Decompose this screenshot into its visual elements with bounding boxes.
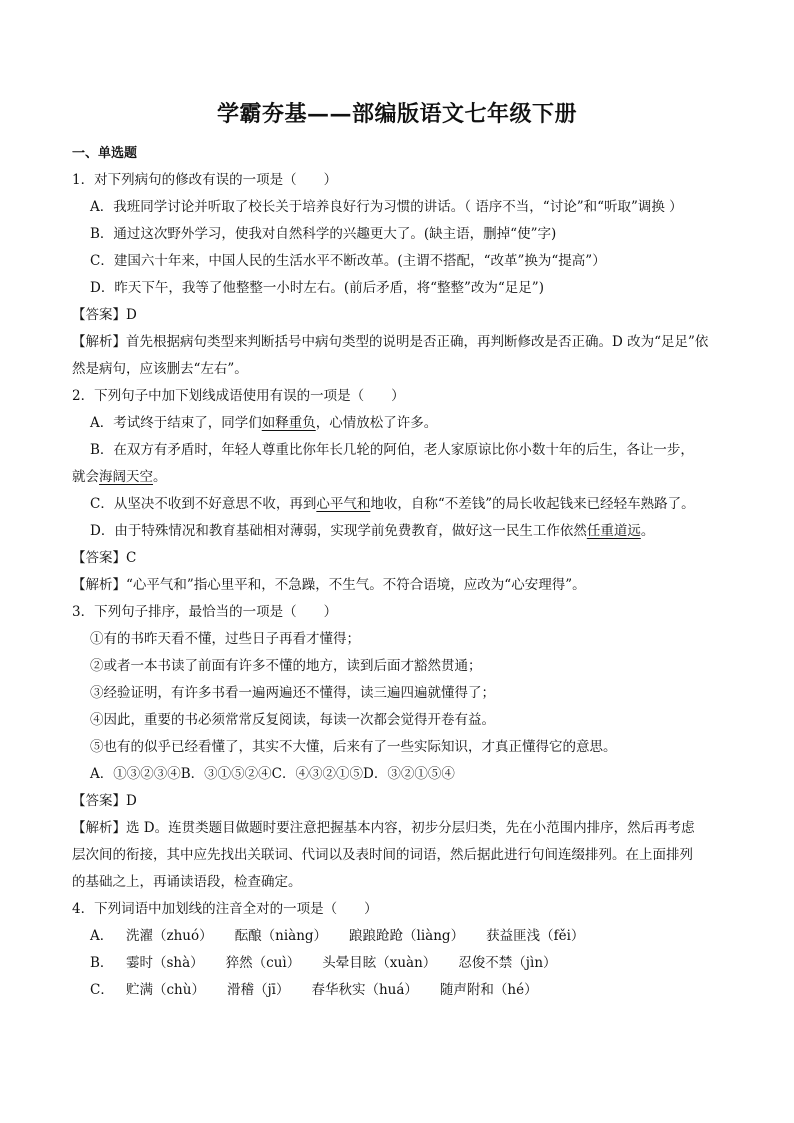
option-label: C． bbox=[90, 982, 114, 998]
word-pinyin: 霎时（shà） bbox=[126, 955, 204, 971]
question-1-stem: 1．对下列病句的修改有误的一项是（ ） bbox=[72, 172, 338, 188]
answer-label: 【答案】 bbox=[72, 307, 126, 323]
page-title: 学霸夯基——部编版语文七年级下册 bbox=[216, 101, 577, 127]
underlined-idiom: 如释重负 bbox=[261, 415, 316, 431]
question-3-sentence-5: ⑤也有的似乎已经看懂了，其实不大懂，后来有了一些实际知识，才真正懂得它的意思。 bbox=[90, 739, 617, 755]
word-pinyin: 踉踉跄跄（liàng） bbox=[349, 928, 465, 944]
option-text: 。 bbox=[640, 523, 655, 539]
analysis-text: 首先根据病句类型来判断括号中病句类型的说明是否正确，再判断修改是否正确。D 改为“足足”依 bbox=[126, 334, 709, 350]
word-pinyin: 酝酿（niàng） bbox=[234, 928, 328, 944]
word-pinyin: 随声附和（hé） bbox=[439, 982, 538, 998]
analysis-text: 选 D。连贯类题目做题时要注意把握基本内容，初步分层归类，先在小范围内排序，然后再考虑 bbox=[126, 820, 695, 836]
underlined-idiom: 心平气和 bbox=[316, 496, 371, 512]
word-pinyin: 滑稽（jī） bbox=[226, 982, 290, 998]
question-1-analysis-line-2: 然是病句，应该删去“左右”。 bbox=[72, 361, 248, 377]
question-1-option-a: A．我班同学讨论并听取了校长关于培养良好行为习惯的讲话。（ 语序不当，“讨论”和“听取”调换 ） bbox=[90, 199, 683, 215]
option-text: 就会 bbox=[72, 469, 99, 485]
question-2-option-d bbox=[72, 518, 732, 545]
question-1-answer bbox=[72, 302, 732, 329]
question-3-sentence-1: ①有的书昨天看不懂，过些日子再看才懂得； bbox=[90, 631, 360, 647]
question-3-sentence-2: ②或者一本书读了前面有许多不懂的地方，读到后面才豁然贯通； bbox=[90, 658, 482, 674]
analysis-label: 【解析】 bbox=[72, 334, 126, 350]
option-text: C．从坚决不收到不好意思不收，再到 bbox=[90, 496, 317, 512]
option-text: D．由于特殊情况和教育基础相对薄弱，实现学前免费教育，做好这一民生工作依然 bbox=[90, 523, 587, 539]
question-3-analysis-line-2: 层次间的衔接，其中应先找出关联词、代词以及表时间的词语，然后据此进行句间连缀排列。在上面排列 bbox=[72, 847, 693, 863]
question-4-option-b bbox=[72, 950, 732, 977]
question-4-option-c bbox=[72, 977, 732, 1004]
option-label: A． bbox=[90, 928, 114, 944]
answer-value: D bbox=[126, 307, 137, 323]
question-2-option-b-line-2 bbox=[72, 464, 732, 491]
question-1-analysis-line-1 bbox=[72, 329, 732, 356]
question-3-sentence-3: ③经验证明，有许多书看一遍两遍还不懂得，读三遍四遍就懂得了； bbox=[90, 685, 495, 701]
question-4-stem: 4．下列词语中加划线的注音全对的一项是（ ） bbox=[72, 901, 378, 917]
question-2-answer bbox=[72, 545, 732, 572]
option-text: 地收，自称“不差钱”的局长收起钱来已经轻车熟路了。 bbox=[370, 496, 695, 512]
word-pinyin: 获益匪浅（fěi） bbox=[486, 928, 585, 944]
answer-value: D bbox=[126, 793, 137, 809]
question-3-answer bbox=[72, 788, 732, 815]
section-heading: 一、单选题 bbox=[72, 146, 138, 161]
question-2-analysis bbox=[72, 572, 732, 599]
option-text: ，心情放松了许多。 bbox=[315, 415, 438, 431]
question-1-option-b: B．通过这次野外学习，使我对自然科学的兴趣更大了。(缺主语，删掉“使”字) bbox=[90, 226, 557, 242]
word-pinyin: 头晕目眩（xuàn） bbox=[322, 955, 437, 971]
analysis-label: 【解析】 bbox=[72, 820, 126, 836]
word-pinyin: 忍俊不禁（jìn） bbox=[458, 955, 557, 971]
question-3-sentence-4: ④因此，重要的书必须常常反复阅读，每读一次都会觉得开卷有益。 bbox=[90, 712, 495, 728]
answer-label: 【答案】 bbox=[72, 550, 126, 566]
option-label: B． bbox=[90, 955, 114, 971]
word-pinyin: 猝然（cuì） bbox=[225, 955, 301, 971]
question-2-stem: 2．下列句子中加下划线成语使用有误的一项是（ ） bbox=[72, 388, 405, 404]
question-3-analysis-line-1 bbox=[72, 815, 732, 842]
question-2-option-b-line-1: B．在双方有矛盾时，年轻人尊重比你年长几轮的阿伯，老人家原谅比你小数十年的后生，各让一步， bbox=[90, 442, 694, 458]
question-3-analysis-line-3: 的基础之上，再诵读语段，检查确定。 bbox=[72, 874, 302, 890]
question-3-options: A．①③②③④B．③①⑤②④C．④③②①⑤D．③②①⑤④ bbox=[90, 766, 455, 782]
word-pinyin: 春华秋实（huá） bbox=[311, 982, 418, 998]
word-pinyin: 洗濯（zhuó） bbox=[126, 928, 213, 944]
question-3-stem: 3．下列句子排序，最恰当的一项是（ ） bbox=[72, 604, 338, 620]
question-1-option-c: C．建国六十年来，中国人民的生活水平不断改革。(主谓不搭配，“改革”换为“提高”） bbox=[90, 253, 606, 269]
question-2-option-c bbox=[72, 491, 732, 518]
question-4-option-a bbox=[72, 923, 732, 950]
analysis-text: “心平气和”指心里平和，不急躁，不生气。不符合语境，应改为“心安理得”。 bbox=[126, 577, 586, 593]
option-text: 。 bbox=[153, 469, 167, 485]
question-2-option-a bbox=[72, 410, 732, 437]
underlined-idiom: 任重道远 bbox=[586, 523, 641, 539]
analysis-label: 【解析】 bbox=[72, 577, 126, 593]
question-1-option-d: D．昨天下午，我等了他整整一小时左右。(前后矛盾，将“整整”改为“足足”) bbox=[90, 280, 544, 296]
answer-label: 【答案】 bbox=[72, 793, 126, 809]
underlined-idiom: 海阔天空 bbox=[99, 469, 153, 485]
option-text: A．考试终于结束了，同学们 bbox=[90, 415, 262, 431]
answer-value: C bbox=[126, 550, 137, 566]
document-body bbox=[72, 140, 732, 1004]
word-pinyin: 贮满（chù） bbox=[126, 982, 205, 998]
